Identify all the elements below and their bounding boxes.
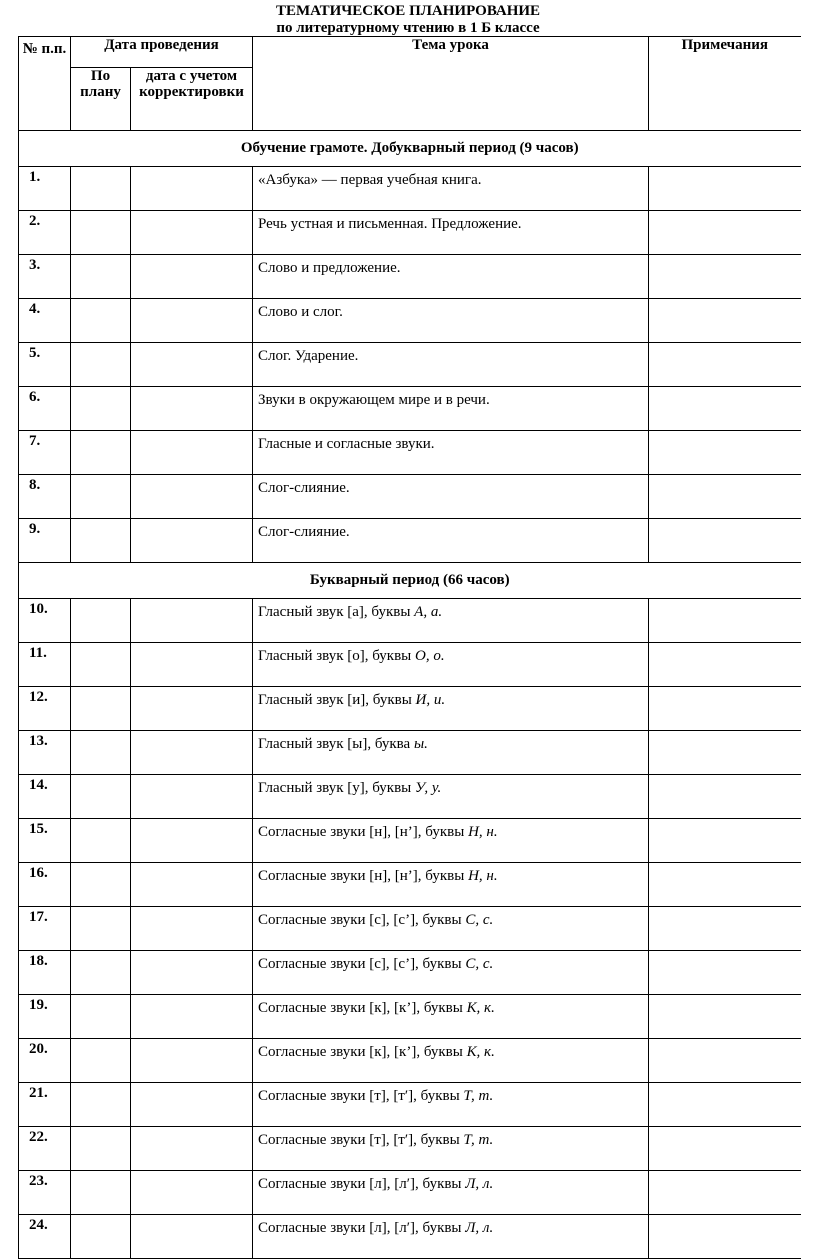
notes-cell [649, 167, 801, 211]
lesson-number: 21. [19, 1083, 71, 1127]
corrected-date-cell [131, 995, 253, 1039]
notes-cell [649, 387, 801, 431]
lesson-letters: С, с. [465, 912, 494, 928]
corrected-date-cell [131, 475, 253, 519]
lesson-topic [253, 643, 649, 687]
notes-cell [649, 1171, 801, 1215]
corrected-date-cell [131, 211, 253, 255]
lesson-number: 19. [19, 995, 71, 1039]
corrected-date-cell [131, 863, 253, 907]
lesson-number: 9. [19, 519, 71, 563]
notes-cell [649, 687, 801, 731]
plan-date-cell [71, 343, 131, 387]
notes-cell [649, 995, 801, 1039]
lesson-number: 12. [19, 687, 71, 731]
notes-cell [649, 863, 801, 907]
corrected-date-cell [131, 1171, 253, 1215]
lesson-letters: У, у. [415, 780, 442, 796]
lesson-topic-text: Согласные звуки [к], [к’], буквы [258, 1044, 467, 1060]
plan-date-cell [71, 643, 131, 687]
notes-cell [649, 1039, 801, 1083]
lesson-number: 16. [19, 863, 71, 907]
lesson-topic-text: Согласные звуки [н], [н’], буквы [258, 824, 469, 840]
table-row [19, 255, 801, 299]
corrected-date-cell [131, 731, 253, 775]
plan-date-cell [71, 863, 131, 907]
lesson-topic-text: Гласные и согласные звуки. [258, 436, 435, 452]
lesson-letters: Л, л. [465, 1176, 494, 1192]
table-row [19, 211, 801, 255]
lesson-number: 24. [19, 1215, 71, 1259]
corrected-date-cell [131, 1215, 253, 1259]
lesson-topic-text: Звуки в окружающем мире и в речи. [258, 392, 490, 408]
lesson-topic [253, 431, 649, 475]
lesson-topic [253, 1039, 649, 1083]
corrected-date-cell [131, 599, 253, 643]
lesson-letters: ы. [413, 736, 428, 752]
plan-date-cell [71, 1127, 131, 1171]
corrected-date-cell [131, 519, 253, 563]
lesson-topic-text: Речь устная и письменная. Предложение. [258, 216, 522, 232]
lesson-letters: С, с. [465, 956, 494, 972]
lesson-topic [253, 299, 649, 343]
lesson-topic-text: Согласные звуки [н], [н’], буквы [258, 868, 469, 884]
lesson-topic [253, 599, 649, 643]
lesson-letters: К, к. [466, 1044, 495, 1060]
table-row [19, 995, 801, 1039]
lesson-number: 17. [19, 907, 71, 951]
corrected-date-cell [131, 255, 253, 299]
table-row [19, 951, 801, 995]
notes-cell [649, 599, 801, 643]
notes-cell [649, 1127, 801, 1171]
lesson-letters: И, и. [415, 692, 446, 708]
lesson-topic [253, 1083, 649, 1127]
plan-date-cell [71, 255, 131, 299]
lesson-topic [253, 731, 649, 775]
notes-cell [649, 775, 801, 819]
lesson-topic-text: Согласные звуки [л], [л′], буквы [258, 1176, 466, 1192]
plan-date-cell [71, 299, 131, 343]
corrected-date-cell [131, 951, 253, 995]
lesson-number: 23. [19, 1171, 71, 1215]
notes-cell [649, 1083, 801, 1127]
plan-date-cell [71, 951, 131, 995]
header-topic: Тема урока [253, 37, 649, 131]
lesson-topic-text: Слово и предложение. [258, 260, 401, 276]
corrected-date-cell [131, 687, 253, 731]
table-row [19, 775, 801, 819]
section-row [19, 563, 801, 599]
lesson-topic-text: Слог-слияние. [258, 524, 350, 540]
lesson-topic-text: Согласные звуки [л], [л′], буквы [258, 1220, 466, 1236]
header-number: № п.п. [19, 37, 71, 131]
lesson-topic [253, 907, 649, 951]
lesson-topic-text: Согласные звуки [т], [т′], буквы [258, 1088, 464, 1104]
lesson-topic [253, 819, 649, 863]
notes-cell [649, 731, 801, 775]
lesson-number: 3. [19, 255, 71, 299]
table-row [19, 687, 801, 731]
table-row [19, 1127, 801, 1171]
lesson-number: 18. [19, 951, 71, 995]
plan-date-cell [71, 907, 131, 951]
lesson-topic-text: «Азбука» — первая учебная книга. [258, 172, 482, 188]
plan-date-cell [71, 687, 131, 731]
plan-date-cell [71, 211, 131, 255]
lesson-topic-text: Согласные звуки [с], [с’], буквы [258, 912, 466, 928]
corrected-date-cell [131, 1127, 253, 1171]
lesson-topic [253, 687, 649, 731]
lesson-number: 11. [19, 643, 71, 687]
lesson-number: 5. [19, 343, 71, 387]
lesson-topic [253, 775, 649, 819]
lesson-topic-text: Гласный звук [у], буквы [258, 780, 416, 796]
notes-cell [649, 1215, 801, 1259]
lesson-topic [253, 255, 649, 299]
table-row [19, 643, 801, 687]
lesson-number: 8. [19, 475, 71, 519]
lesson-plan-table [18, 36, 801, 1259]
corrected-date-cell [131, 343, 253, 387]
lesson-number: 10. [19, 599, 71, 643]
header-corrected-date: дата с учетом корректировки [131, 68, 253, 131]
plan-date-cell [71, 775, 131, 819]
lesson-topic [253, 211, 649, 255]
lesson-letters: А, а. [414, 604, 443, 620]
notes-cell [649, 819, 801, 863]
lesson-topic-text: Согласные звуки [с], [с’], буквы [258, 956, 466, 972]
lesson-letters: Т, т. [463, 1088, 494, 1104]
table-row [19, 299, 801, 343]
lesson-letters: О, о. [415, 648, 445, 664]
table-row [19, 1171, 801, 1215]
lesson-topic [253, 519, 649, 563]
notes-cell [649, 519, 801, 563]
lesson-topic [253, 167, 649, 211]
lesson-number: 7. [19, 431, 71, 475]
lesson-topic [253, 951, 649, 995]
lesson-topic [253, 475, 649, 519]
lesson-number: 1. [19, 167, 71, 211]
corrected-date-cell [131, 299, 253, 343]
section-title: Букварный период (66 часов) [19, 563, 801, 599]
notes-cell [649, 951, 801, 995]
corrected-date-cell [131, 431, 253, 475]
lesson-number: 2. [19, 211, 71, 255]
notes-cell [649, 431, 801, 475]
lesson-number: 15. [19, 819, 71, 863]
table-row [19, 1039, 801, 1083]
corrected-date-cell [131, 819, 253, 863]
lesson-number: 4. [19, 299, 71, 343]
table-row [19, 731, 801, 775]
document-title: ТЕМАТИЧЕСКОЕ ПЛАНИРОВАНИЕ [275, 3, 541, 19]
lesson-topic [253, 387, 649, 431]
plan-date-cell [71, 519, 131, 563]
table-row [19, 519, 801, 563]
notes-cell [649, 643, 801, 687]
lesson-topic [253, 1127, 649, 1171]
table-row [19, 1083, 801, 1127]
document-subtitle: по литературному чтению в 1 Б классе [276, 20, 540, 36]
corrected-date-cell [131, 387, 253, 431]
lesson-letters: К, к. [466, 1000, 495, 1016]
lesson-topic-text: Гласный звук [о], буквы [258, 648, 416, 664]
notes-cell [649, 255, 801, 299]
table-row [19, 863, 801, 907]
notes-cell [649, 211, 801, 255]
corrected-date-cell [131, 775, 253, 819]
plan-date-cell [71, 475, 131, 519]
section-row [19, 131, 801, 167]
section-title: Обучение грамоте. Добукварный период (9 часов) [19, 131, 801, 167]
lesson-number: 6. [19, 387, 71, 431]
lesson-number: 14. [19, 775, 71, 819]
table-row [19, 167, 801, 211]
table-row [19, 599, 801, 643]
lesson-topic-text: Гласный звук [ы], буква [258, 736, 414, 752]
lesson-topic-text: Слог. Ударение. [258, 348, 359, 364]
lesson-letters: Л, л. [465, 1220, 494, 1236]
notes-cell [649, 343, 801, 387]
lesson-letters: Н, н. [468, 824, 498, 840]
lesson-topic [253, 1171, 649, 1215]
corrected-date-cell [131, 1039, 253, 1083]
lesson-letters: Н, н. [468, 868, 498, 884]
lesson-number: 22. [19, 1127, 71, 1171]
table-row [19, 343, 801, 387]
header-date: Дата проведения [71, 37, 253, 68]
plan-date-cell [71, 599, 131, 643]
plan-date-cell [71, 1083, 131, 1127]
plan-date-cell [71, 431, 131, 475]
lesson-topic [253, 863, 649, 907]
table-row [19, 387, 801, 431]
notes-cell [649, 907, 801, 951]
plan-date-cell [71, 167, 131, 211]
plan-date-cell [71, 387, 131, 431]
lesson-number: 20. [19, 1039, 71, 1083]
lesson-topic-text: Слог-слияние. [258, 480, 350, 496]
lesson-topic-text: Слово и слог. [258, 304, 343, 320]
table-row [19, 431, 801, 475]
notes-cell [649, 299, 801, 343]
lesson-topic [253, 995, 649, 1039]
lesson-topic [253, 1215, 649, 1259]
table-row [19, 819, 801, 863]
lesson-topic-text: Согласные звуки [т], [т′], буквы [258, 1132, 464, 1148]
plan-date-cell [71, 995, 131, 1039]
plan-date-cell [71, 819, 131, 863]
lesson-topic-text: Согласные звуки [к], [к’], буквы [258, 1000, 467, 1016]
corrected-date-cell [131, 907, 253, 951]
plan-date-cell [71, 1039, 131, 1083]
plan-date-cell [71, 731, 131, 775]
corrected-date-cell [131, 167, 253, 211]
notes-cell [649, 475, 801, 519]
lesson-letters: Т, т. [463, 1132, 494, 1148]
table-row [19, 907, 801, 951]
lesson-topic [253, 343, 649, 387]
plan-date-cell [71, 1171, 131, 1215]
table-row [19, 475, 801, 519]
table-row [19, 1215, 801, 1259]
lesson-topic-text: Гласный звук [и], буквы [258, 692, 416, 708]
corrected-date-cell [131, 643, 253, 687]
lesson-topic-text: Гласный звук [а], буквы [258, 604, 415, 620]
lesson-number: 13. [19, 731, 71, 775]
header-notes: Примечания [649, 37, 801, 131]
corrected-date-cell [131, 1083, 253, 1127]
header-plan-date: По плану [71, 68, 131, 131]
plan-date-cell [71, 1215, 131, 1259]
